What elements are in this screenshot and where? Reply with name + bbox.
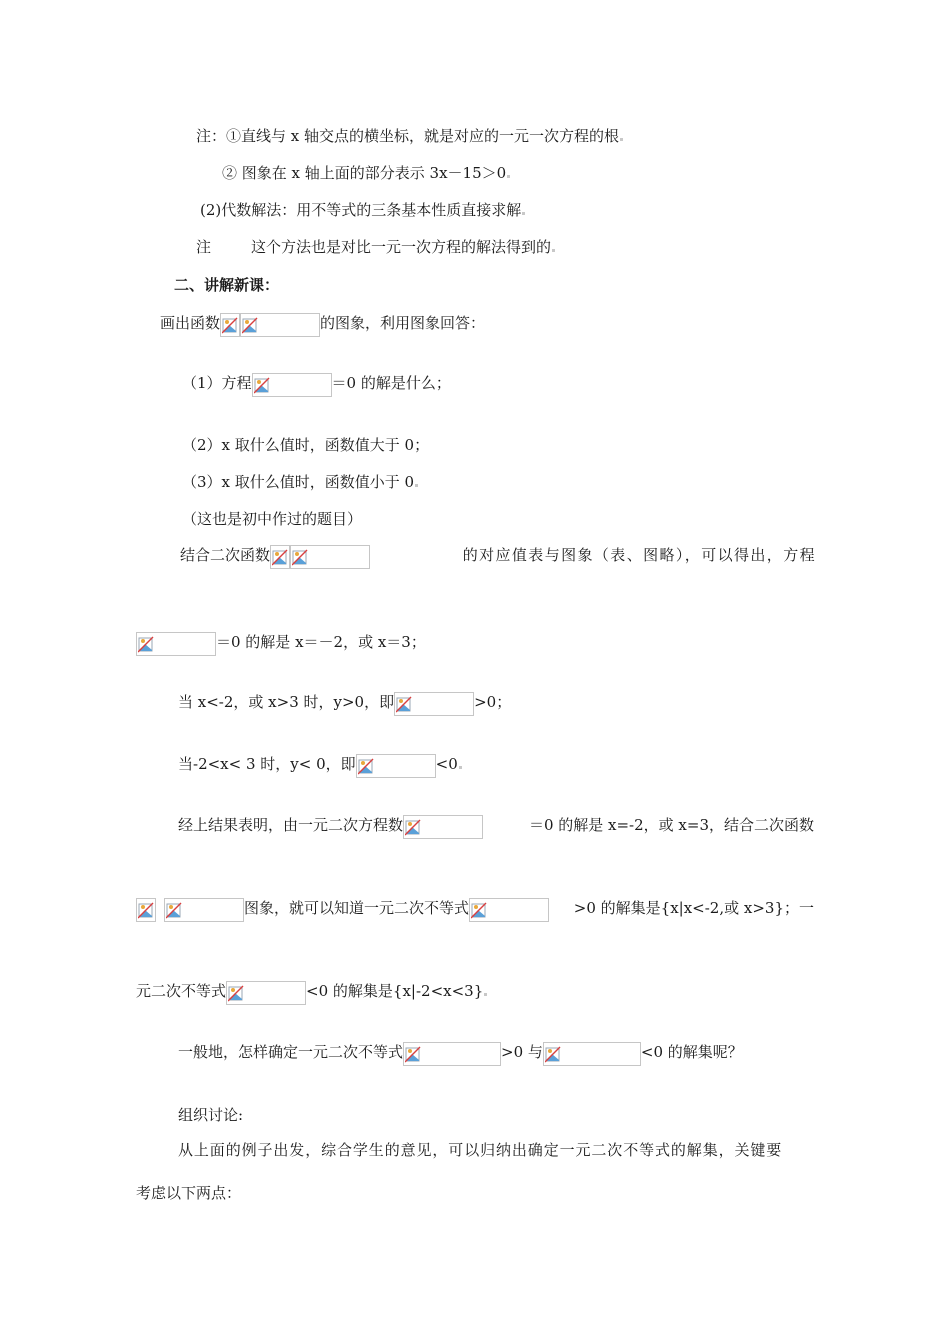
paragraph-mark (552, 249, 555, 252)
formula-image (394, 692, 474, 716)
paragraph-mark (415, 484, 418, 487)
question-1: （1）方程 ＝0 的解是什么； (182, 373, 451, 397)
formula-image (136, 632, 216, 656)
note-2: ② 图象在 x 轴上面的部分表示 3x－15＞0 (222, 163, 510, 183)
inequality-negative-line: 元二次不等式 <0 的解集是{x|-2<x<3} (136, 981, 487, 1005)
paragraph-mark (522, 212, 525, 215)
formula-image (290, 545, 370, 569)
formula-image (403, 1042, 501, 1066)
paragraph-mark (459, 766, 462, 769)
formula-image (469, 898, 549, 922)
question-3: （3）x 取什么值时，函数值小于 0 (182, 472, 418, 492)
paragraph-mark (620, 138, 623, 141)
inequality-line: 图象，就可以知道一元二次不等式 >0 的解集是{x|x<-2,或 x>3}；一 (136, 898, 814, 922)
note-1: 注：①直线与 x 轴交点的横坐标，就是对应的一元一次方程的根 (196, 126, 623, 146)
formula-image (356, 754, 436, 778)
text-fragment: 经上结果表明，由一元二次方程数 (178, 815, 483, 839)
algebraic-method: (2)代数解法：用不等式的三条基本性质直接求解 (200, 200, 525, 220)
draw-function-line: 画出函数 的图象，利用图象回答： (160, 313, 485, 337)
formula-image (164, 898, 244, 922)
result-line: 经上结果表明，由一元二次方程数 ＝0 的解是 x=-2，或 x=3，结合二次函数 (178, 815, 814, 839)
formula-image (270, 545, 290, 569)
formula-image (226, 981, 306, 1005)
formula-image (403, 815, 483, 839)
formula-image (543, 1042, 641, 1066)
solution-line: ＝0 的解是 x＝－2，或 x＝3； (136, 632, 426, 656)
remark: （这也是初中作过的题目） (182, 510, 363, 528)
general-question-line: 一般地，怎样确定一元二次不等式 >0 与 <0 的解集呢？ (178, 1042, 743, 1066)
paragraph-mark (484, 993, 487, 996)
paragraph-mark (507, 175, 510, 178)
note-3: 注 这个方法也是对比一元一次方程的解法得到的 (196, 237, 555, 257)
conclusion-line-2: 考虑以下两点： (136, 1184, 242, 1202)
formula-image (252, 373, 332, 397)
combine-quadratic-line: 结合二次函数 的对应值表与图象（表、图略），可以得出，方程 (180, 545, 816, 569)
formula-image (136, 898, 156, 922)
formula-image (220, 313, 240, 337)
section-heading: 二、讲解新课： (174, 276, 280, 294)
text-fragment: 结合二次函数 (180, 545, 370, 569)
question-2: （2）x 取什么值时，函数值大于 0； (182, 436, 430, 454)
discussion-label: 组织讨论: (178, 1106, 244, 1124)
formula-image (240, 313, 320, 337)
case-negative-line: 当-2<x< 3 时，y< 0，即 <0 (178, 754, 462, 778)
case-positive-line: 当 x<-2，或 x>3 时，y>0，即 >0； (178, 692, 511, 716)
text-fragment: 图象，就可以知道一元二次不等式 (136, 898, 549, 922)
conclusion-line: 从上面的例子出发，综合学生的意见，可以归纳出确定一元二次不等式的解集，关键要 (178, 1141, 783, 1159)
